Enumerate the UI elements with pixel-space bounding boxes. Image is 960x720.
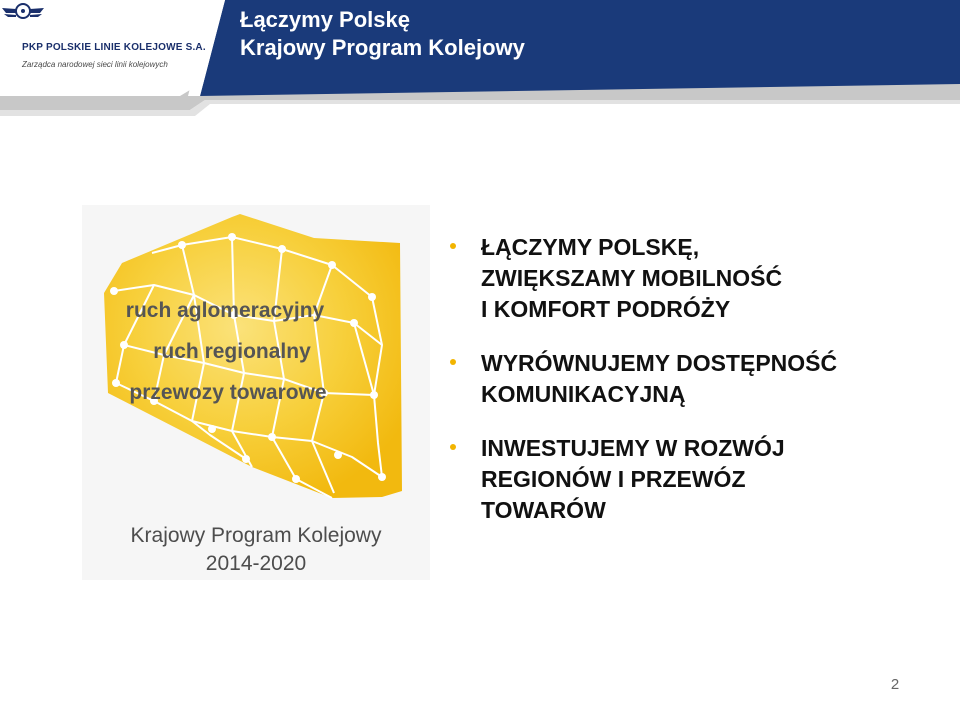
caption-program-name: Krajowy Program Kolejowy [130,524,382,547]
label-regional: ruch regionalny [153,340,311,363]
label-freight: przewozy towarowe [129,381,327,404]
bullet-item [450,232,940,325]
bullet-line: KOMUNIKACYJNĄ [481,381,686,407]
page-number: 2 [890,676,900,693]
bullet-line: I KOMFORT PODRÓŻY [481,296,731,322]
caption-years: 2014-2020 [205,552,307,575]
bullet-list [450,232,940,549]
slide-title [240,6,525,62]
bullet-dot-icon [450,444,456,450]
company-name: PKP POLSKIE LINIE KOLEJOWE S.A. [22,42,206,53]
label-agglomeration: ruch aglomeracyjny [125,299,325,322]
graphic-caption [82,522,430,578]
bullet-item [450,433,940,526]
slide-header [0,0,960,120]
title-line-1: Łączymy Polskę [240,7,410,32]
bullet-line: INWESTUJEMY W ROZWÓJ [481,435,785,461]
bullet-item [450,348,940,410]
bullet-line: TOWARÓW [481,497,606,523]
bullet-line: REGIONÓW I PRZEWÓZ [481,466,746,492]
pkp-logo [0,0,215,95]
bullet-line: ŁĄCZYMY POLSKĘ, [481,234,700,260]
bullet-dot-icon [450,243,456,249]
bullet-line: ZWIĘKSZAMY MOBILNOŚĆ [481,265,783,291]
company-tagline: Zarządca narodowej sieci linii kolejowych [22,60,168,69]
bullet-line: WYRÓWNUJEMY DOSTĘPNOŚĆ [481,350,838,376]
title-line-2: Krajowy Program Kolejowy [240,35,525,60]
winged-wheel-icon [0,0,46,22]
bullet-dot-icon [450,359,456,365]
